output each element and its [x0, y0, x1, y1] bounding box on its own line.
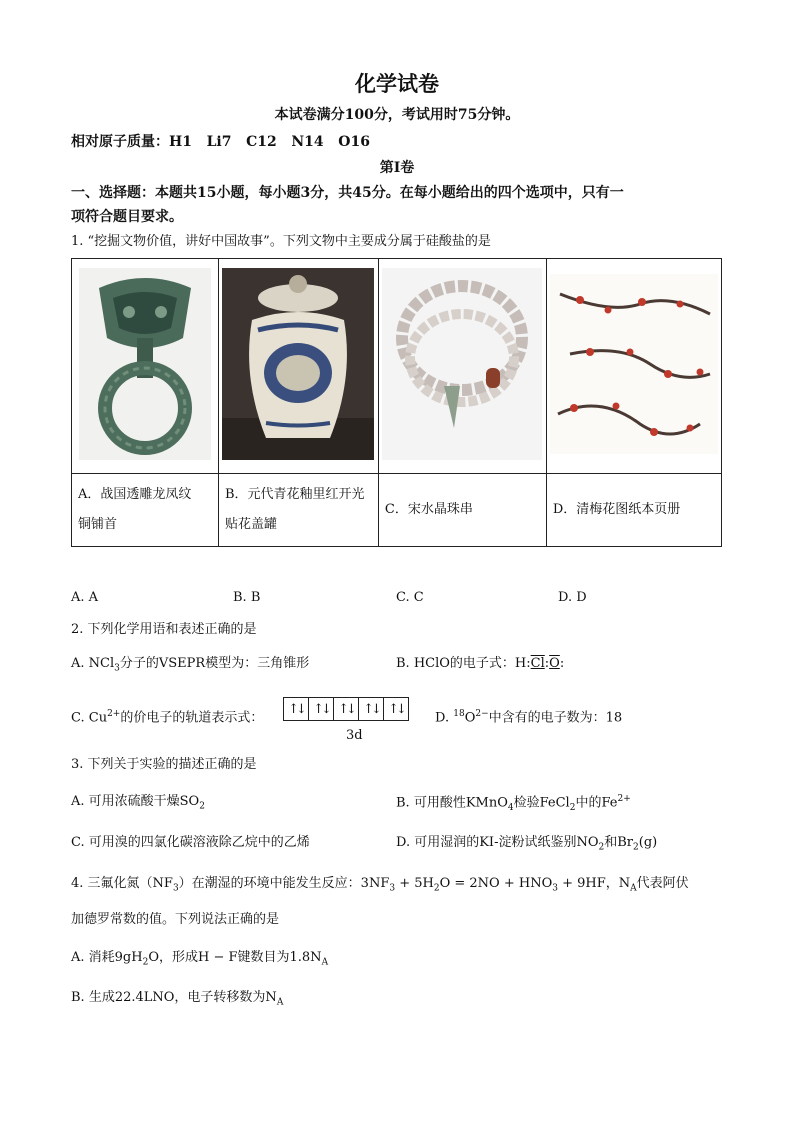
caption-a: [72, 474, 219, 547]
q1-option-c[interactable]: C. C: [396, 590, 424, 605]
caption-c: [378, 474, 546, 547]
artifact-cell-c: [378, 259, 546, 474]
bronze-door-knocker-image: [79, 268, 211, 460]
q1-option-a[interactable]: A. A: [71, 590, 99, 605]
caption-b-line1: B．元代青花釉里红开光: [224, 487, 365, 502]
q2-option-b[interactable]: B. HClO的电子式：H:Cl:O:: [396, 656, 565, 671]
orbital-label: 3d: [346, 728, 363, 743]
q4-option-a[interactable]: A. 消耗$9gH_2O$，形成H − F键数目为$1.8N_A$: [71, 950, 329, 968]
caption-d-line1: D．清梅花图纸本页册: [552, 502, 681, 517]
q4-stem-line2: 加德罗常数的值。下列说法正确的是: [71, 912, 280, 927]
q4-stem-line1: 4. 三氟化氮$(NF_3)$在潮湿的环境中能发生反应：$3NF_3 + 5H_2O = 2NO + HNO_3 + 9HF$，$N_A$代表阿伏: [71, 876, 689, 894]
caption-b-line2: 贴花盖罐: [224, 517, 277, 532]
caption-c-line1: C．宋水晶珠串: [384, 502, 473, 517]
q2-option-d[interactable]: D. $^{18}O^{2-}$中含有的电子数为：18: [435, 709, 623, 726]
q2-option-c[interactable]: C. $Cu^{2+}$的价电子的轨道表示式：: [71, 709, 264, 726]
atomic-mass-line: 相对原子质量：H1 Li7 C12 N14 O16: [71, 134, 370, 150]
orbital-box-5: ↑↓: [388, 701, 404, 717]
q1-option-d[interactable]: D. D: [558, 590, 587, 605]
artifact-cell-b: [218, 259, 378, 474]
blue-white-jar-image: [222, 268, 374, 460]
q3-option-c[interactable]: C. 可用溴的四氯化碳溶液除乙烷中的乙烯: [71, 835, 310, 850]
orbital-box-3: ↑↓: [334, 698, 359, 720]
page-title: 化学试卷: [355, 71, 439, 96]
q3-option-b[interactable]: B. 可用酸性KMnO$_4$检验FeCl$_2$中的$Fe^{2+}$: [396, 794, 631, 813]
plum-blossom-album-image: [550, 274, 718, 454]
q1-option-b[interactable]: B. B: [233, 590, 261, 605]
orbital-box-2: ↑↓: [309, 698, 334, 720]
orbital-box-1: ↑↓: [284, 698, 309, 720]
q3-option-d[interactable]: D. 可用湿润的KI-淀粉试纸鉴别$NO_2$和$Br_2(g)$: [396, 835, 658, 853]
volume-heading: 第Ⅰ卷: [379, 160, 415, 176]
orbital-diagram: [283, 697, 409, 721]
exam-subtitle: 本试卷满分100分，考试用时75分钟。: [274, 107, 520, 123]
q2-stem: 2. 下列化学用语和表述正确的是: [71, 622, 257, 637]
caption-a-line2: 铜铺首: [78, 517, 118, 532]
q2-option-a[interactable]: A. NCl$_3$分子的VSEPR模型为：三角锥形: [71, 656, 310, 674]
artifact-cell-a: [72, 259, 219, 474]
q1-stem: 1. “挖掘文物价值，讲好中国故事”。下列文物中主要成分属于硅酸盐的是: [71, 234, 491, 249]
caption-a-line1: A．战国透雕龙凤纹: [78, 487, 192, 502]
crystal-bead-necklace-image: [382, 268, 542, 460]
section-heading-line1: 一、选择题：本题共15小题，每小题3分，共45分。在每小题给出的四个选项中，只有一: [71, 185, 624, 201]
caption-d: [546, 474, 721, 547]
q3-stem: 3. 下列关于实验的描述正确的是: [71, 757, 257, 772]
q3-option-a[interactable]: A. 可用浓硫酸干燥$SO_2$: [71, 794, 205, 812]
orbital-box-4: ↑↓: [359, 698, 384, 720]
artifact-cell-d: [546, 259, 721, 474]
q4-option-b[interactable]: B. 生成22.4LNO，电子转移数为$N_A$: [71, 990, 284, 1008]
caption-b: [218, 474, 378, 547]
section-heading-line2: 项符合题目要求。: [71, 209, 183, 225]
artifact-table: [71, 258, 722, 547]
